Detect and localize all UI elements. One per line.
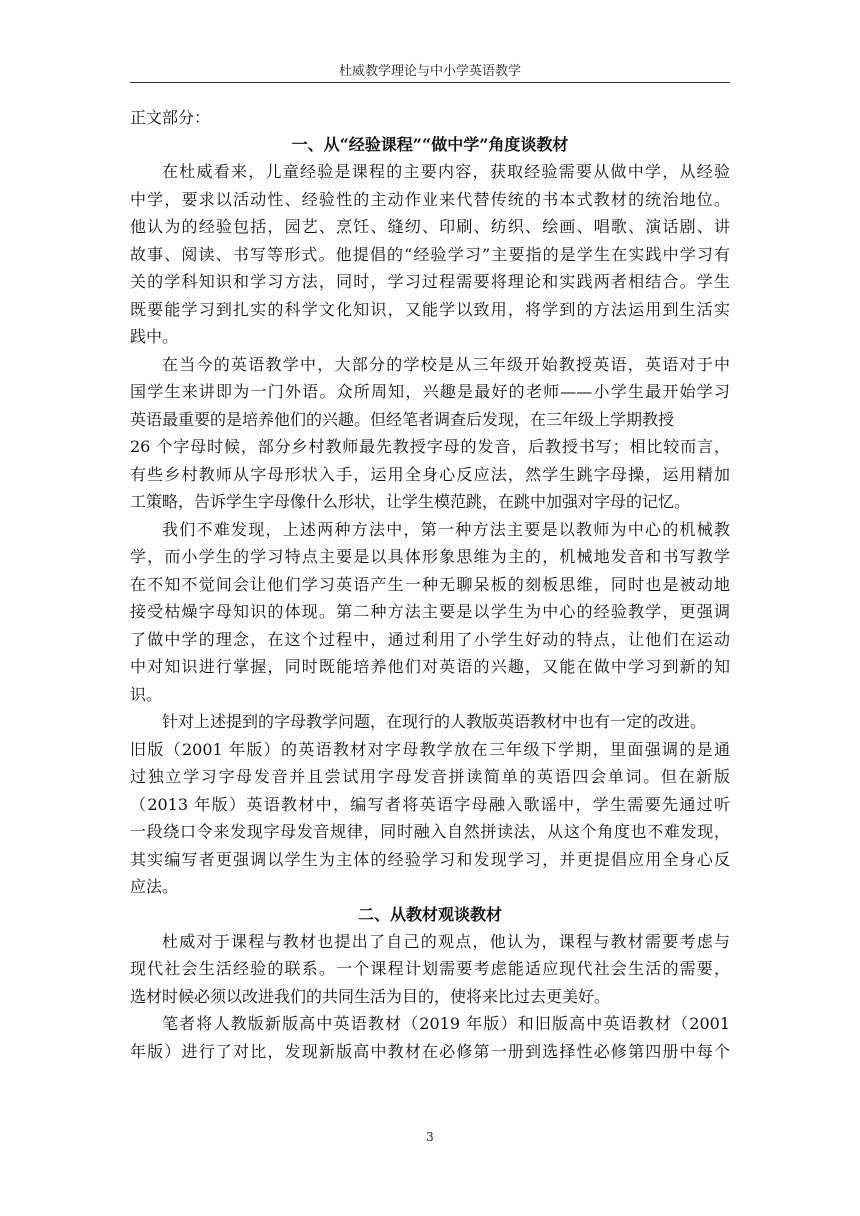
paragraph [130, 708, 730, 901]
text-line: 既要能学习到扎实的科学文化知识，又能学以致用，将学到的方法运用到生活实 [130, 299, 730, 319]
text-line: 践中。 [130, 327, 179, 346]
text-line: 年版）进行了对比，发现新版高中教材在必修第一册到选择性必修第四册中每个 [130, 1041, 730, 1061]
section-heading: 一、从“经验课程”“做中学”角度谈教材 [291, 135, 569, 154]
text-line: 中学，要求以活动性、经验性的主动作业来代替传统的书本式教材的统治地位。 [130, 189, 730, 209]
text-line: 在不知不觉间会让他们学习英语产生一种无聊呆板的刻板思维，同时也是被动地 [130, 574, 730, 594]
paragraph [130, 516, 730, 709]
text-line: 国学生来讲即为一门外语。众所周知，兴趣是最好的老师——小学生最开始学习 [130, 382, 730, 401]
text-line: 针对上述提到的字母教学问题，在现行的人教版英语教材中也有一定的改进。 [162, 712, 707, 731]
text-line: 我们不难发现，上述两种方法中，第一种方法主要是以教师为中心的机械教 [162, 519, 730, 539]
text-line: 他认为的经验包括，园艺、烹饪、缝纫、印刷、纺织、绘画、唱歌、演话剧、讲 [130, 217, 730, 236]
text-line: 旧版（2001 年版）的英语教材对字母教学放在三年级下学期，里面强调的是通 [130, 739, 730, 759]
body-content [130, 104, 730, 1065]
text-line: 在当今的英语教学中，大部分的学校是从三年级开始教授英语，英语对于中 [162, 354, 730, 374]
text-line: 工策略，告诉学生字母像什么形状，让学生模范跳，在跳中加强对字母的记忆。 [130, 492, 691, 511]
header-rule [130, 82, 730, 83]
text-line: 故事、阅读、书写等形式。他提倡的“经验学习”主要指的是学生在实践中学习有 [130, 244, 730, 264]
text-line: 关的学科知识和学习方法，同时，学习过程需要将理论和实践两者相结合。学生 [130, 272, 730, 291]
text-line: 一段绕口令来发现字母发音规律，同时融入自然拼读法，从这个角度也不难发现， [130, 822, 730, 841]
paragraph [130, 928, 730, 1011]
paragraph [130, 1010, 730, 1065]
body-label: 正文部分： [130, 108, 211, 127]
text-line: 杜威对于课程与教材也提出了自己的观点，他认为，课程与教材需要考虑与 [162, 931, 730, 951]
text-line: 在杜威看来，儿童经验是课程的主要内容，获取经验需要从做中学，从经验 [162, 162, 730, 181]
page-number: 3 [426, 1130, 434, 1144]
text-line: （2013 年版）英语教材中，编写者将英语字母融入歌谣中，学生需要先通过听 [130, 794, 730, 814]
text-line: 应法。 [130, 877, 179, 896]
text-line: 中对知识进行掌握，同时既能培养他们对英语的兴趣，又能在做中学习到新的知 [130, 657, 730, 676]
text-line: 其实编写者更强调以学生为主体的经验学习和发现学习，并更提倡应用全身心反 [130, 849, 730, 869]
section-heading: 二、从教材观谈教材 [357, 904, 502, 924]
text-line: 学，而小学生的学习特点主要是以具体形象思维为主的，机械地发音和书写教学 [130, 547, 730, 566]
text-line: 有些乡村教师从字母形状入手，运用全身心反应法，然学生跳字母操，运用精加 [130, 464, 730, 484]
text-line: 26 个字母时候，部分乡村教师最先教授字母的发音，后教授书写；相比较而言， [130, 437, 730, 456]
running-header: 杜威教学理论与中小学英语教学 [338, 64, 521, 79]
text-line: 选材时候必须以改进我们的共同生活为目的，使将来比过去更美好。 [130, 986, 611, 1006]
text-line: 现代社会生活经验的联系。一个课程计划需要考虑能适应现代社会生活的需要， [130, 959, 730, 978]
text-line: 笔者将人教版新版高中英语教材（2019 年版）和旧版高中英语教材（2001 [162, 1014, 730, 1033]
text-line: 过独立学习字母发音并且尝试用字母发音拼读简单的英语四会单词。但在新版 [130, 767, 730, 786]
text-line: 英语最重要的是培养他们的兴趣。但经笔者调查后发现，在三年级上学期教授 [130, 409, 675, 429]
text-line: 识。 [130, 684, 163, 704]
paragraph [130, 158, 730, 351]
text-line: 接受枯燥字母知识的体现。第二种方法主要是以学生为中心的经验教学，更强调 [130, 602, 730, 621]
text-line: 了做中学的理念，在这个过程中，通过利用了小学生好动的特点，让他们在运动 [130, 629, 730, 649]
paragraph [130, 351, 730, 516]
